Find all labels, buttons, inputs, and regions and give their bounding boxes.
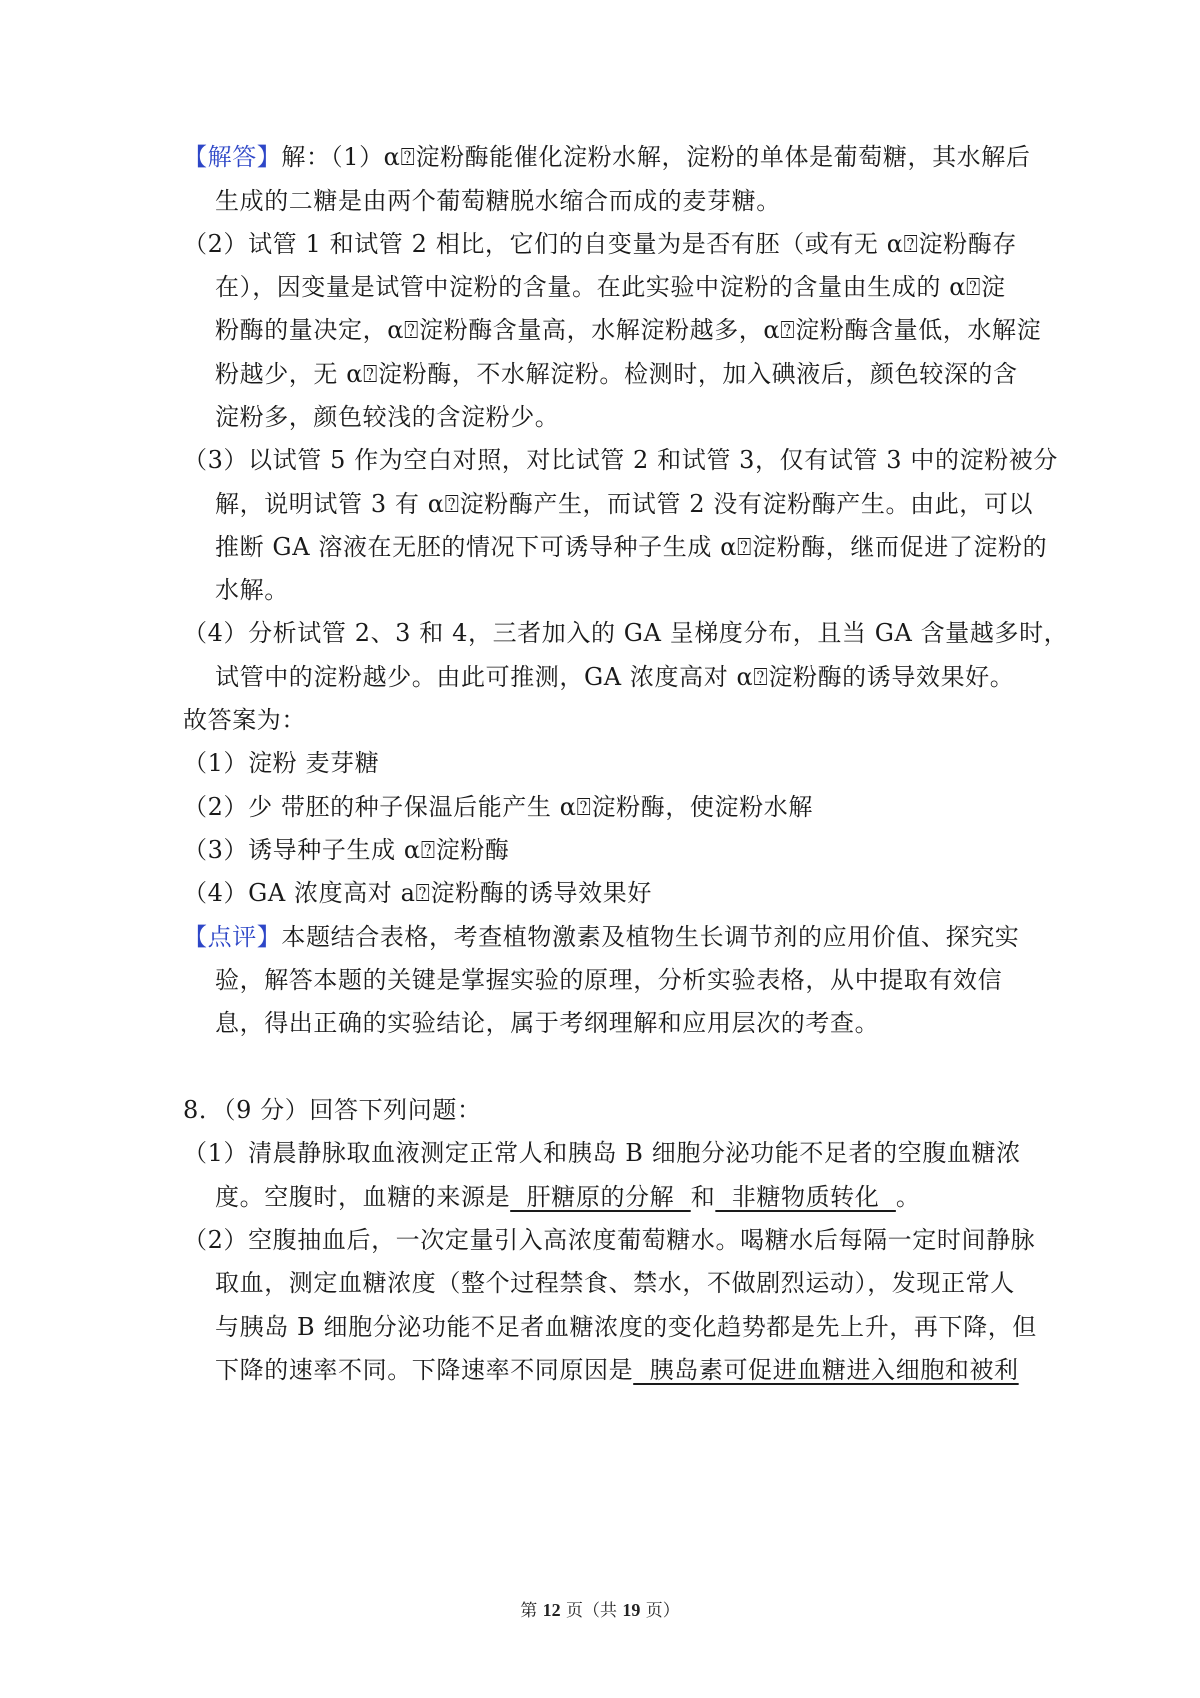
page-footer: 第 12 页（共 19 页） xyxy=(520,1600,680,1621)
review-line-1: 【点评】本题结合表格，考查植物激素及植物生长调节剂的应用价值、探究实 xyxy=(183,923,1020,951)
answer-line-5: 粉酶的量决定，α⍰淀粉酶含量高，水解淀粉越多，α⍰淀粉酶含量低，水解淀 xyxy=(215,316,1042,344)
question-8-part1-line1: （1）清晨静脉取血液测定正常人和胰岛 B 细胞分泌功能不足者的空腹血糖浓 xyxy=(183,1139,1021,1167)
question-8-header: 8．（9 分）回答下列问题： xyxy=(183,1096,482,1124)
review-line-3: 息，得出正确的实验结论，属于考纲理解和应用层次的考查。 xyxy=(215,1009,880,1037)
page-total: 19 xyxy=(622,1600,641,1620)
answer-tag: 【解答】 xyxy=(183,143,282,171)
answer-line-2: 生成的二糖是由两个葡萄糖脱水缩合而成的麦芽糖。 xyxy=(215,187,781,215)
question-8-part1-line2: 度。空腹时，血糖的来源是 肝糖原的分解 和 非糖物质转化 。 xyxy=(215,1183,921,1211)
answer-item-3: （3）诱导种子生成 α⍰淀粉酶 xyxy=(183,836,510,864)
question-8-part2-line1: （2）空腹抽血后，一次定量引入高浓度葡萄糖水。喝糖水后每隔一定时间静脉 xyxy=(183,1226,1036,1254)
question-8-part2-line4: 下降的速率不同。下降速率不同原因是 胰岛素可促进血糖进入细胞和被利 xyxy=(215,1356,1019,1384)
answer-line-8: （3）以试管 5 作为空白对照，对比试管 2 和试管 3，仅有试管 3 中的淀粉被分 xyxy=(183,446,1058,474)
question-8-part2-line2: 取血，测定血糖浓度（整个过程禁食、禁水，不做剧烈运动），发现正常人 xyxy=(215,1269,1015,1297)
answer-line-6: 粉越少，无 α⍰淀粉酶，不水解淀粉。检测时，加入碘液后，颜色较深的含 xyxy=(215,360,1018,388)
answer-line-7: 淀粉多，颜色较浅的含淀粉少。 xyxy=(215,403,560,431)
review-tag: 【点评】 xyxy=(183,923,282,951)
answer-line-13: 试管中的淀粉越少。由此可推测，GA 浓度高对 α⍰淀粉酶的诱导效果好。 xyxy=(215,663,1015,691)
answer-line-1: 【解答】解：（1）α⍰淀粉酶能催化淀粉水解，淀粉的单体是葡萄糖，其水解后 xyxy=(183,143,1031,171)
answer-item-4: （4）GA 浓度高对 a⍰淀粉酶的诱导效果好 xyxy=(183,879,652,907)
answer-blank-2: 非糖物质转化 xyxy=(715,1183,896,1211)
answer-line-3: （2）试管 1 和试管 2 相比，它们的自变量为是否有胚（或有无 α⍰淀粉酶存 xyxy=(183,230,1017,258)
answer-blank-3: 胰岛素可促进血糖进入细胞和被利 xyxy=(633,1356,1019,1384)
answer-line-9: 解，说明试管 3 有 α⍰淀粉酶产生，而试管 2 没有淀粉酶产生。由此，可以 xyxy=(215,490,1034,518)
answer-line-10: 推断 GA 溶液在无胚的情况下可诱导种子生成 α⍰淀粉酶，继而促进了淀粉的 xyxy=(215,533,1048,561)
answer-line-12: （4）分析试管 2、3 和 4，三者加入的 GA 呈梯度分布，且当 GA 含量越多时， xyxy=(183,619,1069,647)
answer-blank-1: 肝糖原的分解 xyxy=(510,1183,691,1211)
answer-line-11: 水解。 xyxy=(215,576,289,604)
question-8-part2-line3: 与胰岛 B 细胞分泌功能不足者血糖浓度的变化趋势都是先上升，再下降，但 xyxy=(215,1313,1037,1341)
answer-line-4: 在），因变量是试管中淀粉的含量。在此实验中淀粉的含量由生成的 α⍰淀 xyxy=(215,273,1006,301)
review-line-2: 验，解答本题的关键是掌握实验的原理，分析实验表格，从中提取有效信 xyxy=(215,966,1003,994)
answer-label: 故答案为： xyxy=(183,706,306,734)
page-number: 12 xyxy=(542,1600,561,1620)
answer-item-1: （1）淀粉 麦芽糖 xyxy=(183,749,380,777)
answer-item-2: （2）少 带胚的种子保温后能产生 α⍰淀粉酶，使淀粉水解 xyxy=(183,793,813,821)
